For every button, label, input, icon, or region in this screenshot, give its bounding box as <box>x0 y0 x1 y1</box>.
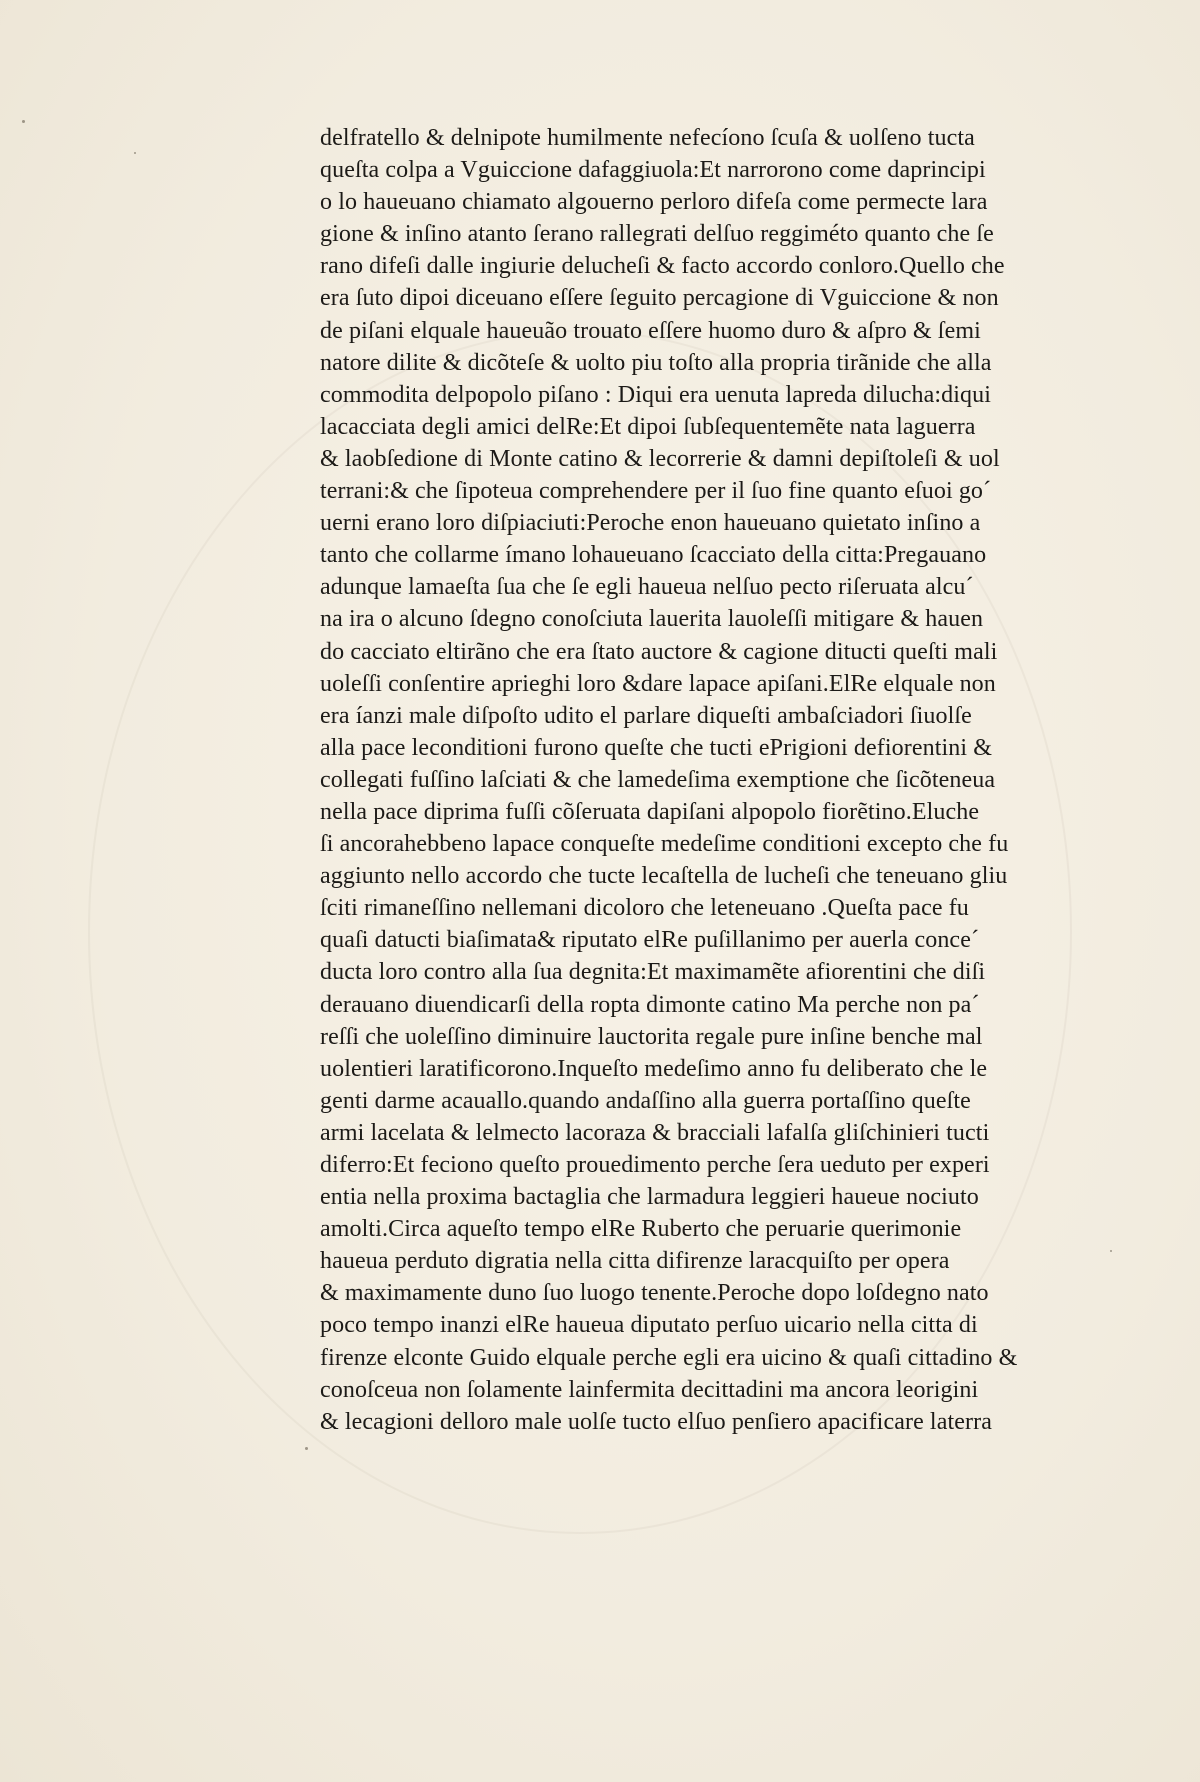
ink-speck <box>22 120 25 123</box>
text-line: collegati fuſſino laſciati & che lamedeſima exemptione che ſicõteneua <box>320 765 996 793</box>
text-line: derauano diuendicarſi della ropta dimonte catino Ma perche non pa´ <box>320 990 980 1018</box>
text-line: quaſi datucti biaſimata& riputato elRe puſillanimo per auerla conce´ <box>320 926 980 954</box>
text-line: uolentieri laratificorono.Inqueſto medeſimo anno fu deliberato che le <box>320 1054 988 1082</box>
text-line: entia nella proxima bactaglia che larmadura leggieri haueue nociuto <box>320 1183 979 1211</box>
text-line: ſciti rimaneſſino nellemani dicoloro che leteneuano .Queſta pace fu <box>320 894 969 922</box>
text-line: poco tempo inanzi elRe haueua diputato perſuo uicario nella citta di <box>320 1311 978 1339</box>
text-line: terrani:& che ſipoteua comprehendere per il ſuo fine quanto eſuoi go´ <box>320 477 992 505</box>
ink-speck <box>1110 1250 1112 1252</box>
text-line: era íanzi male diſpoſto udito el parlare diqueſti ambaſciadori ſiuolſe <box>320 701 972 729</box>
text-line: firenze elconte Guido elquale perche egli era uicino & quaſi cittadino & <box>320 1343 1018 1371</box>
text-line: & lecagioni delloro male uolſe tucto elſuo penſiero apacificare laterra <box>320 1407 992 1435</box>
text-line: aggiunto nello accordo che tucte lecaſtella de lucheſi che teneuano gliu <box>320 862 1008 890</box>
text-line: armi lacelata & lelmecto lacoraza & bracciali lafalſa gliſchinieri tucti <box>320 1118 990 1146</box>
text-line: adunque lamaeſta ſua che ſe egli haueua nelſuo pecto riſeruata alcu´ <box>320 573 974 601</box>
text-line: ducta loro contro alla ſua degnita:Et maximamẽte afiorentini che diſi <box>320 958 986 986</box>
text-line: rano difeſi dalle ingiurie delucheſi & facto accordo conloro.Quello che <box>320 252 1005 280</box>
text-line: haueua perduto digratia nella citta difirenze laracquiſto per opera <box>320 1247 950 1275</box>
text-line: & laobſedione di Monte catino & lecorrerie & damni depiſtoleſi & uol <box>320 444 1000 472</box>
text-line: amolti.Circa aqueſto tempo elRe Ruberto che peruarie querimonie <box>320 1215 962 1243</box>
text-line: gione & inſino atanto ſerano rallegrati delſuo reggiméto quanto che ſe <box>320 220 994 248</box>
text-line: ſi ancorahebbeno lapace conqueſte medeſime conditioni excepto che fu <box>320 830 1009 858</box>
ink-speck <box>305 1447 308 1450</box>
text-block <box>320 122 1090 1438</box>
text-line: conoſceua non ſolamente lainfermita decittadini ma ancora leorigini <box>320 1375 979 1403</box>
text-line: o lo haueuano chiamato algouerno perloro difeſa come permecte lara <box>320 188 988 216</box>
text-line: diferro:Et feciono queſto prouedimento perche ſera ueduto per experi <box>320 1151 990 1178</box>
text-line: reſſi che uoleſſino diminuire lauctorita regale pure inſine benche mal <box>320 1022 983 1050</box>
text-line: de piſani elquale haueuão trouato eſſere huomo duro & aſpro & ſemi <box>320 316 981 344</box>
text-line: genti darme acauallo.quando andaſſino alla guerra portaſſino queſte <box>320 1086 971 1114</box>
ink-speck <box>134 152 136 154</box>
text-line: delfratello & delnipote humilmente nefecíono ſcuſa & uolſeno tucta <box>320 124 975 151</box>
text-line: era ſuto dipoi diceuano eſſere ſeguito percagione di Vguiccione & non <box>320 284 999 312</box>
text-line: do cacciato eltirãno che era ſtato auctore & cagione ditucti queſti mali <box>320 637 998 665</box>
text-line: alla pace leconditioni furono queſte che tucti ePrigioni defiorentini & <box>320 733 993 761</box>
text-line: commodita delpopolo piſano : Diqui era uenuta lapreda dilucha:diqui <box>320 380 992 408</box>
text-line: lacacciata degli amici delRe:Et dipoi ſubſequentemẽte nata laguerra <box>320 412 976 440</box>
text-line: uerni erano loro diſpiaciuti:Peroche enon haueuano quietato inſino a <box>320 509 981 537</box>
text-line: & maximamente duno ſuo luogo tenente.Peroche dopo loſdegno nato <box>320 1279 989 1307</box>
text-line: queſta colpa a Vguiccione dafaggiuola:Et narrorono come daprincipi <box>320 156 986 184</box>
text-line: natore dilite & dicõteſe & uolto piu toſto alla propria tirãnide che alla <box>320 348 992 376</box>
text-line: uoleſſi conſentire aprieghi loro &dare lapace apiſani.ElRe elquale non <box>320 669 996 697</box>
text-line: nella pace diprima fuſſi cõſeruata dapiſani alpopolo fiorẽtino.Eluche <box>320 797 980 825</box>
text-line: tanto che collarme ímano lohaueuano ſcacciato della citta:Pregauano <box>320 541 987 569</box>
text-line: na ira o alcuno ſdegno conoſciuta lauerita lauoleſſi mitigare & hauen <box>320 605 984 633</box>
